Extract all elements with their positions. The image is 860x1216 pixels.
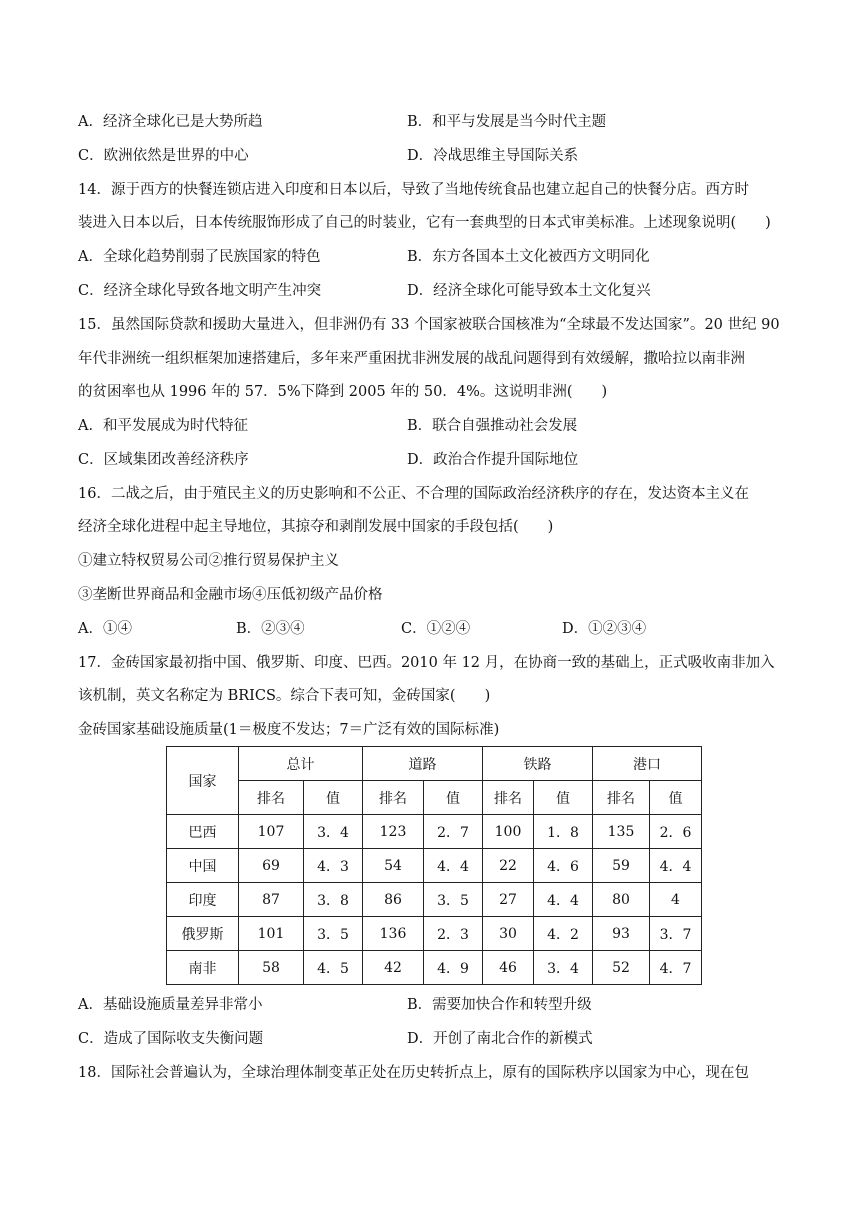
q13-option-a: A．经济全球化已是大势所趋 bbox=[78, 114, 263, 130]
q14-option-a: A．全球化趋势削弱了民族国家的特色 bbox=[78, 249, 321, 265]
table-subheader-rank: 排名 bbox=[239, 781, 304, 815]
table-cell-value: 3．8 bbox=[304, 883, 363, 917]
table-row bbox=[167, 883, 702, 917]
table-cell-value: 4．4 bbox=[650, 849, 702, 883]
table-cell-rank: 123 bbox=[363, 815, 424, 849]
table-header-port: 港口 bbox=[593, 747, 702, 781]
table-cell-rank: 42 bbox=[363, 951, 424, 985]
table-row bbox=[167, 815, 702, 849]
q15-option-b: B．联合自强推动社会发展 bbox=[407, 418, 578, 434]
table-cell-value: 4．9 bbox=[424, 951, 483, 985]
table-cell-value: 3．7 bbox=[650, 917, 702, 951]
table-cell-value: 4．4 bbox=[534, 883, 593, 917]
table-cell-rank: 52 bbox=[593, 951, 650, 985]
table-cell-value: 4．6 bbox=[534, 849, 593, 883]
table-body bbox=[167, 815, 702, 985]
table-caption: 金砖国家基础设施质量(1＝极度不发达；7＝广泛有效的国际标准) bbox=[78, 722, 500, 738]
q17-option-c: C．造成了国际收支失衡问题 bbox=[78, 1031, 264, 1047]
q16-option-c: C．①②④ bbox=[401, 621, 471, 637]
q16-stem-line-1: 16．二战之后，由于殖民主义的历史影响和不公正、不合理的国际政治经济秩序的存在，发达资本主义在 bbox=[78, 486, 749, 502]
q17-option-a: A．基础设施质量差异非常小 bbox=[78, 997, 263, 1013]
table-cell-value: 2．3 bbox=[424, 917, 483, 951]
table-cell-rank: 87 bbox=[239, 883, 304, 917]
table-cell-value: 4．7 bbox=[650, 951, 702, 985]
q15-option-c: C．区域集团改善经济秩序 bbox=[78, 452, 249, 468]
table-cell-country: 印度 bbox=[167, 883, 239, 917]
table-cell-rank: 46 bbox=[483, 951, 534, 985]
table-row bbox=[167, 917, 702, 951]
table-cell-value: 4．5 bbox=[304, 951, 363, 985]
table-header-rail: 铁路 bbox=[483, 747, 593, 781]
table-cell-rank: 107 bbox=[239, 815, 304, 849]
table-cell-value: 3．5 bbox=[304, 917, 363, 951]
table-cell-rank: 22 bbox=[483, 849, 534, 883]
q16-stem-line-3: ①建立特权贸易公司②推行贸易保护主义 bbox=[78, 553, 339, 569]
table-cell-rank: 101 bbox=[239, 917, 304, 951]
q16-option-d: D．①②③④ bbox=[562, 621, 647, 637]
q13-option-c: C．欧洲依然是世界的中心 bbox=[78, 148, 249, 164]
table-cell-country: 南非 bbox=[167, 951, 239, 985]
q14-stem-line-2: 装进入日本以后，日本传统服饰形成了自己的时装业，它有一套典型的日本式审美标准。上述现象说明( ) bbox=[78, 215, 771, 231]
table-cell-rank: 93 bbox=[593, 917, 650, 951]
q14-option-c: C．经济全球化导致各地文明产生冲突 bbox=[78, 283, 322, 299]
table-cell-rank: 136 bbox=[363, 917, 424, 951]
q13-option-d: D．冷战思维主导国际关系 bbox=[407, 148, 579, 164]
table-cell-rank: 69 bbox=[239, 849, 304, 883]
brics-infrastructure-table bbox=[166, 746, 702, 985]
table-cell-rank: 100 bbox=[483, 815, 534, 849]
table-cell-country: 巴西 bbox=[167, 815, 239, 849]
table-cell-value: 1．8 bbox=[534, 815, 593, 849]
q15-stem-line-1: 15．虽然国际贷款和援助大量进入，但非洲仍有 33 个国家被联合国核准为“全球最不发达国家”。20 世纪 90 bbox=[78, 317, 780, 333]
q17-stem-line-1: 17．金砖国家最初指中国、俄罗斯、印度、巴西。2010 年 12 月，在协商一致的基础上，正式吸收南非加入 bbox=[78, 655, 775, 671]
q17-stem-line-2: 该机制，英文名称定为 BRICS。综合下表可知，金砖国家( ) bbox=[78, 688, 491, 704]
table-subheader-value: 值 bbox=[424, 781, 483, 815]
q16-option-a: A．①④ bbox=[78, 621, 132, 637]
q15-option-a: A．和平发展成为时代特征 bbox=[78, 418, 248, 434]
q17-option-d: D．开创了南北合作的新模式 bbox=[407, 1031, 593, 1047]
table-cell-rank: 86 bbox=[363, 883, 424, 917]
q18-stem-line-1: 18．国际社会普遍认为，全球治理体制变革正处在历史转折点上，原有的国际秩序以国家为中心，现在包 bbox=[78, 1065, 749, 1081]
q16-option-b: B．②③④ bbox=[236, 621, 305, 637]
table-cell-country: 中国 bbox=[167, 849, 239, 883]
table-cell-country: 俄罗斯 bbox=[167, 917, 239, 951]
table-row bbox=[167, 951, 702, 985]
table-cell-rank: 135 bbox=[593, 815, 650, 849]
table-cell-rank: 54 bbox=[363, 849, 424, 883]
table-subheader-rank: 排名 bbox=[483, 781, 534, 815]
table-cell-rank: 30 bbox=[483, 917, 534, 951]
q17-option-b: B．需要加快合作和转型升级 bbox=[407, 997, 592, 1013]
table-subheader-row bbox=[167, 781, 702, 815]
table-header-row bbox=[167, 747, 702, 781]
table-row bbox=[167, 849, 702, 883]
table-subheader-rank: 排名 bbox=[593, 781, 650, 815]
q14-option-d: D．经济全球化可能导致本土文化复兴 bbox=[407, 283, 651, 299]
table-cell-value: 4．4 bbox=[424, 849, 483, 883]
q15-stem-line-2: 年代非洲统一组织框架加速搭建后，多年来严重困扰非洲发展的战乱问题得到有效缓解，撒哈拉以南非洲 bbox=[78, 351, 745, 367]
table-header-country: 国家 bbox=[167, 747, 239, 815]
table-cell-rank: 58 bbox=[239, 951, 304, 985]
table-cell-value: 4．2 bbox=[534, 917, 593, 951]
table-cell-value: 2．6 bbox=[650, 815, 702, 849]
table-subheader-value: 值 bbox=[304, 781, 363, 815]
table-header-total: 总计 bbox=[239, 747, 363, 781]
table-cell-value: 4 bbox=[650, 883, 702, 917]
table-cell-value: 4．3 bbox=[304, 849, 363, 883]
table-subheader-value: 值 bbox=[534, 781, 593, 815]
table-cell-rank: 59 bbox=[593, 849, 650, 883]
table-subheader-value: 值 bbox=[650, 781, 702, 815]
table-cell-value: 3．4 bbox=[534, 951, 593, 985]
q15-option-d: D．政治合作提升国际地位 bbox=[407, 452, 579, 468]
table-subheader-rank: 排名 bbox=[363, 781, 424, 815]
q14-stem-line-1: 14．源于西方的快餐连锁店进入印度和日本以后，导致了当地传统食品也建立起自己的快餐分店。西方时 bbox=[78, 182, 749, 198]
q14-option-b: B．东方各国本土文化被西方文明同化 bbox=[407, 249, 650, 265]
table-cell-rank: 80 bbox=[593, 883, 650, 917]
table-cell-value: 2．7 bbox=[424, 815, 483, 849]
q13-option-b: B．和平与发展是当今时代主题 bbox=[407, 114, 607, 130]
table-header-road: 道路 bbox=[363, 747, 483, 781]
table-cell-value: 3．5 bbox=[424, 883, 483, 917]
table-cell-rank: 27 bbox=[483, 883, 534, 917]
table-cell-value: 3．4 bbox=[304, 815, 363, 849]
q16-stem-line-4: ③垄断世界商品和金融市场④压低初级产品价格 bbox=[78, 587, 383, 603]
q16-stem-line-2: 经济全球化进程中起主导地位，其掠夺和剥削发展中国家的手段包括( ) bbox=[78, 519, 554, 535]
q15-stem-line-3: 的贫困率也从 1996 年的 57．5%下降到 2005 年的 50．4%。这说明非洲( ) bbox=[78, 384, 608, 400]
